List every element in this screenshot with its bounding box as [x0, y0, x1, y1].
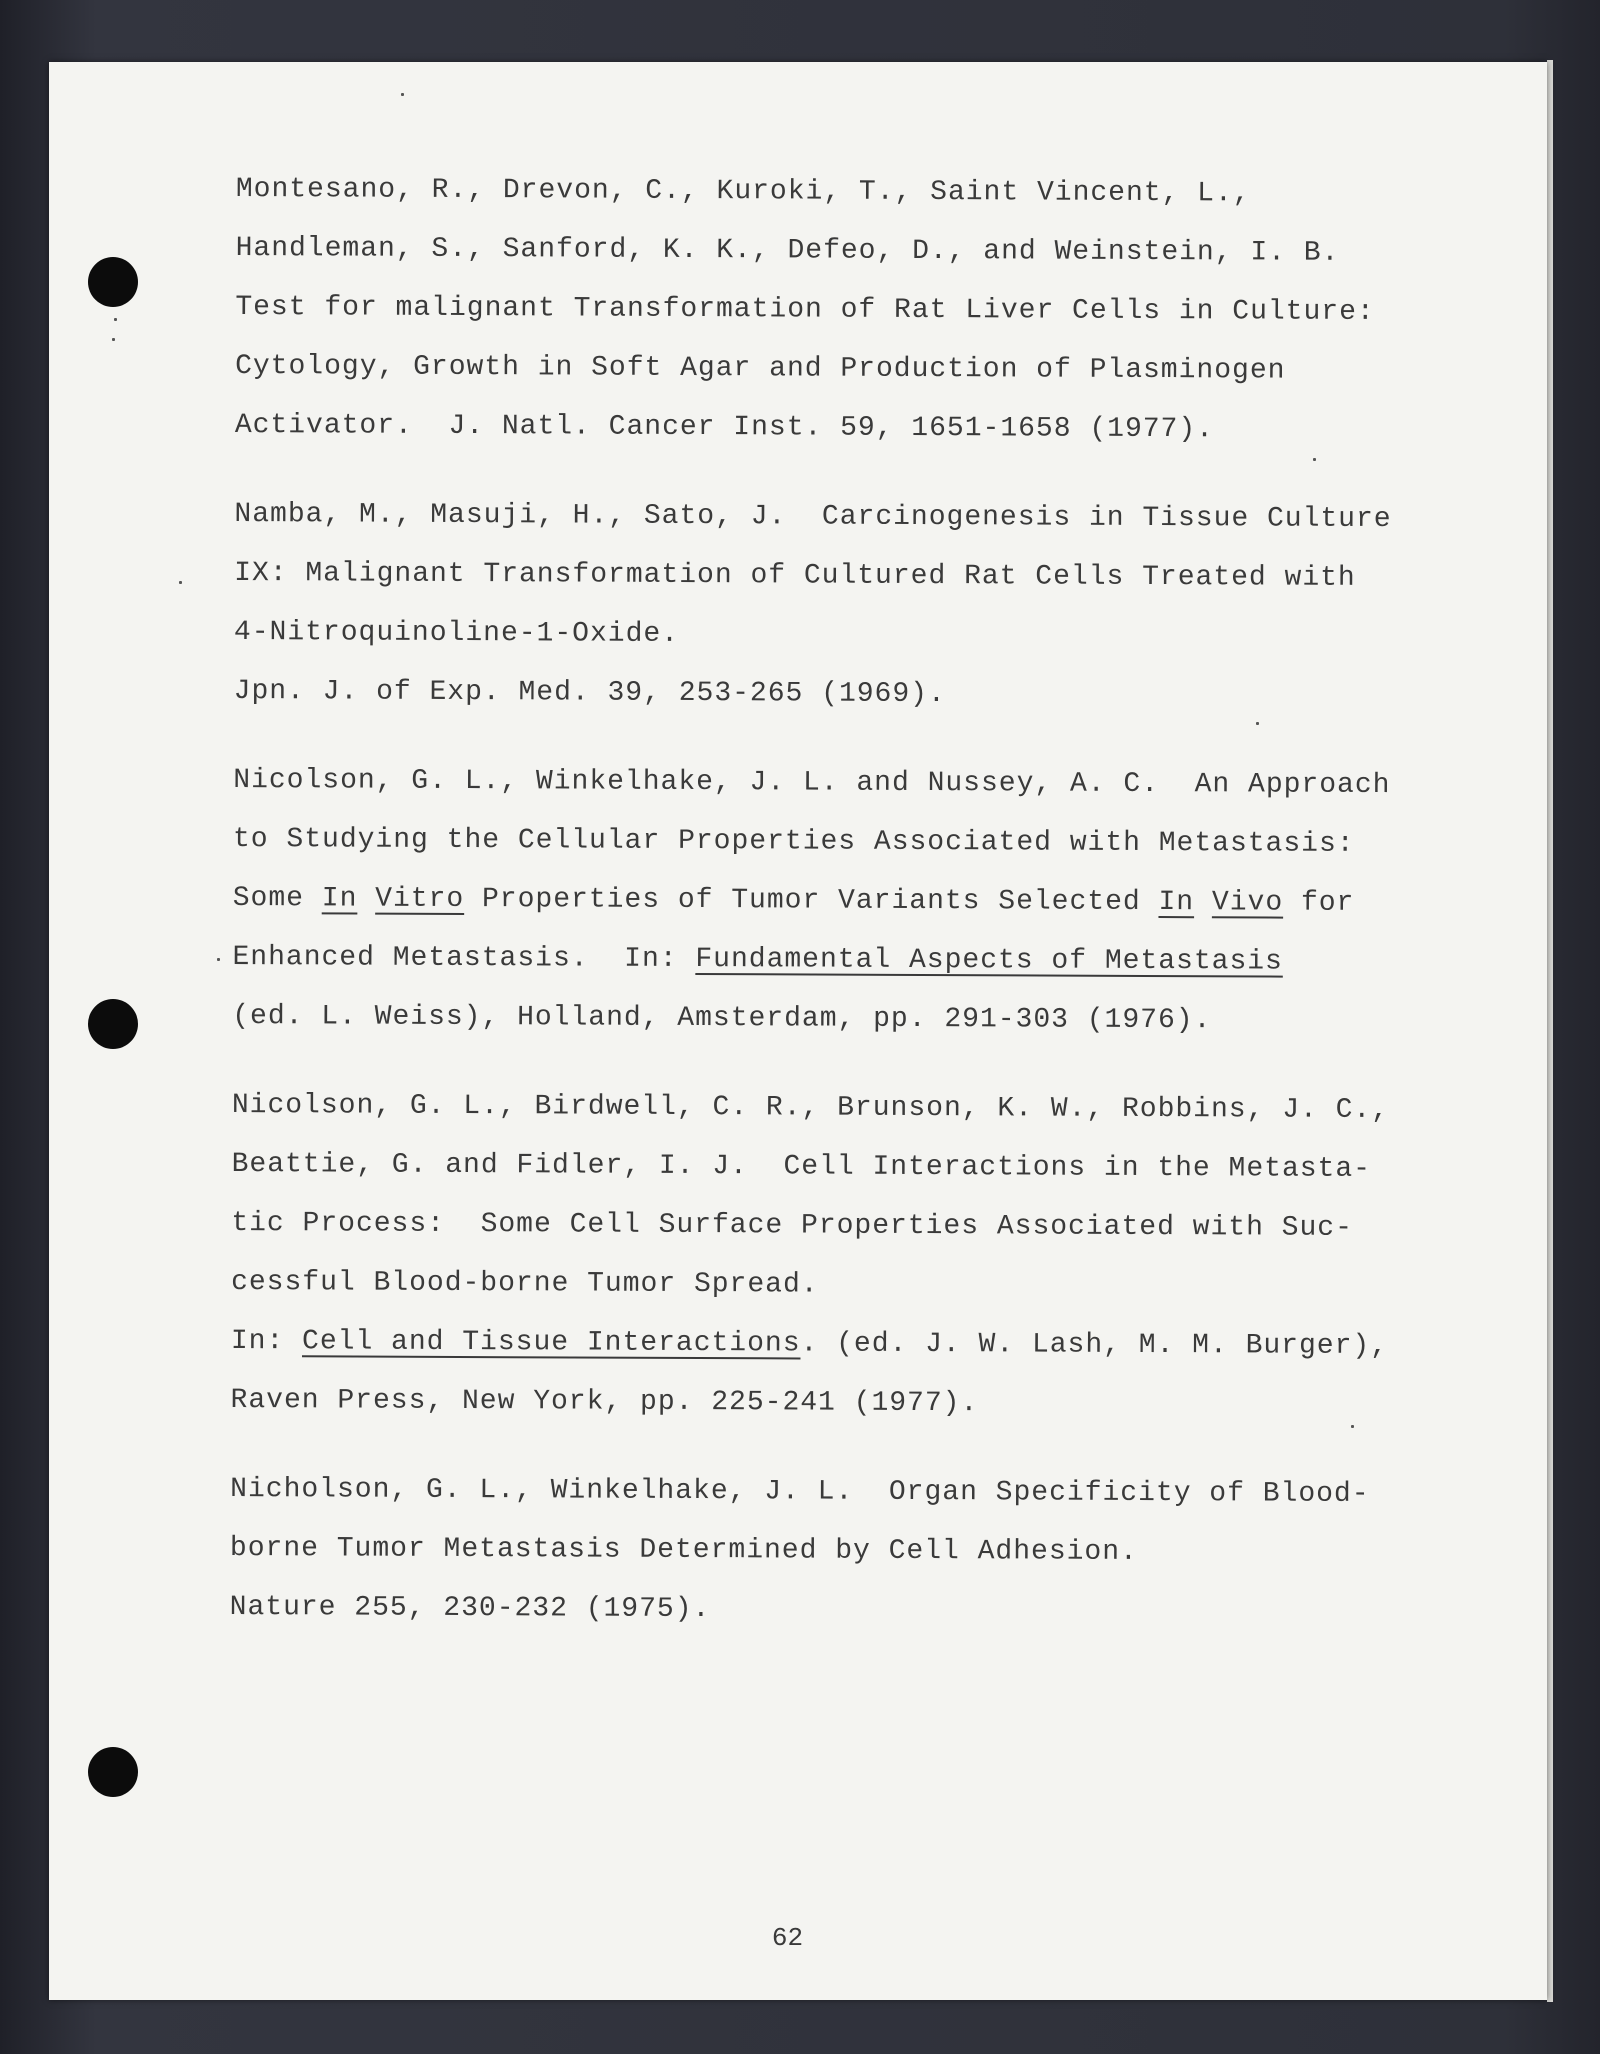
scan-speck [114, 318, 117, 321]
scan-speck [401, 93, 404, 96]
reference-line [230, 1460, 1410, 1524]
reference-entry [230, 1076, 1412, 1435]
reference-line [235, 278, 1415, 342]
reference-text: Montesano, R., Drevon, C., Kuroki, T., Saint Vincent, L., [235, 173, 1251, 210]
underlined-title: Fundamental Aspects of Metastasis [695, 944, 1283, 978]
reference-entry [232, 751, 1413, 1051]
reference-text [357, 884, 375, 915]
underlined-title: In [321, 883, 358, 915]
reference-line [230, 1519, 1410, 1583]
reference-line [231, 1253, 1411, 1317]
reference-line [230, 1578, 1410, 1642]
reference-text: . (ed. J. W. Lash, M. M. Burger), [800, 1328, 1389, 1363]
page-number: 62 [771, 1923, 804, 1953]
reference-line [230, 1371, 1410, 1435]
reference-line [235, 396, 1415, 460]
underlined-title: In [1158, 887, 1195, 919]
reference-text: Test for malignant Transformation of Rat Liver Cells in Culture: [235, 291, 1375, 328]
reference-line [235, 337, 1415, 401]
reference-entry [234, 485, 1415, 726]
punch-hole-middle [88, 999, 138, 1049]
reference-text: Some [232, 882, 322, 915]
underlined-title: Cell and Tissue Interactions [301, 1326, 801, 1360]
scan-speck [112, 338, 115, 341]
reference-line [232, 1076, 1412, 1140]
reference-text: In: [230, 1325, 303, 1358]
reference-line [231, 1135, 1411, 1199]
reference-entry [230, 1460, 1411, 1642]
reference-line [233, 869, 1413, 933]
punch-hole-top [88, 257, 138, 307]
reference-line [234, 603, 1414, 667]
reference-entry [235, 160, 1416, 460]
reference-text: Nicolson, G. L., Birdwell, C. R., Brunson, K. W., Robbins, J. C., [231, 1089, 1390, 1127]
reference-line [234, 485, 1414, 549]
underlined-title: Vitro [375, 883, 465, 916]
reference-text: Handleman, S., Sanford, K. K., Defeo, D., and Weinstein, I. B. [235, 232, 1340, 269]
underlined-title: Vivo [1211, 887, 1284, 919]
reference-line [233, 751, 1413, 815]
reference-line [231, 1194, 1411, 1258]
reference-text: Jpn. J. of Exp. Med. 39, 253-265 (1969). [233, 675, 946, 711]
reference-list [229, 160, 1416, 1672]
reference-text: Nicolson, G. L., Winkelhake, J. L. and Nussey, A. C. An Approach [233, 764, 1391, 802]
scan-speck [179, 581, 182, 584]
reference-text: for [1283, 887, 1355, 919]
reference-text: Properties of Tumor Variants Selected [464, 884, 1159, 919]
reference-line [234, 544, 1414, 608]
reference-text: (ed. L. Weiss), Holland, Amsterdam, pp. 291-303 (1976). [232, 1000, 1212, 1037]
reference-line [233, 810, 1413, 874]
reference-text: Namba, M., Masuji, H., Sato, J. Carcinogenesis in Tissue Culture [234, 498, 1392, 536]
page-edge [1547, 60, 1553, 2002]
reference-text: Nature 255, 230-232 (1975). [229, 1591, 711, 1626]
reference-text: Activator. J. Natl. Cancer Inst. 59, 1651-1658 (1977). [234, 409, 1215, 446]
reference-text: IX: Malignant Transformation of Cultured Rat Cells Treated with [234, 557, 1356, 594]
reference-line [232, 987, 1412, 1051]
reference-line [232, 928, 1412, 992]
punch-hole-bottom [88, 1747, 138, 1797]
reference-text: Beattie, G. and Fidler, I. J. Cell Interactions in the Metasta- [231, 1148, 1372, 1185]
reference-line [234, 662, 1414, 726]
reference-text: cessful Blood-borne Tumor Spread. [231, 1266, 819, 1301]
reference-text: Raven Press, New York, pp. 225-241 (1977). [230, 1384, 979, 1420]
reference-text: Cytology, Growth in Soft Agar and Production of Plasminogen [235, 350, 1286, 387]
reference-text: 4-Nitroquinoline-1-Oxide. [233, 616, 680, 650]
reference-text: borne Tumor Metastasis Determined by Cell Adhesion. [229, 1532, 1138, 1568]
reference-line [236, 160, 1416, 224]
reference-text: Nicholson, G. L., Winkelhake, J. L. Organ Specificity of Blood- [230, 1473, 1370, 1510]
reference-text: Enhanced Metastasis. In: [232, 941, 696, 976]
reference-line [231, 1312, 1411, 1376]
reference-text: tic Process: Some Cell Surface Properties Associated with Suc- [231, 1207, 1353, 1244]
scan-speck [217, 958, 220, 961]
reference-line [235, 219, 1415, 283]
reference-text [1194, 887, 1212, 918]
reference-text: to Studying the Cellular Properties Associated with Metastasis: [232, 823, 1355, 860]
